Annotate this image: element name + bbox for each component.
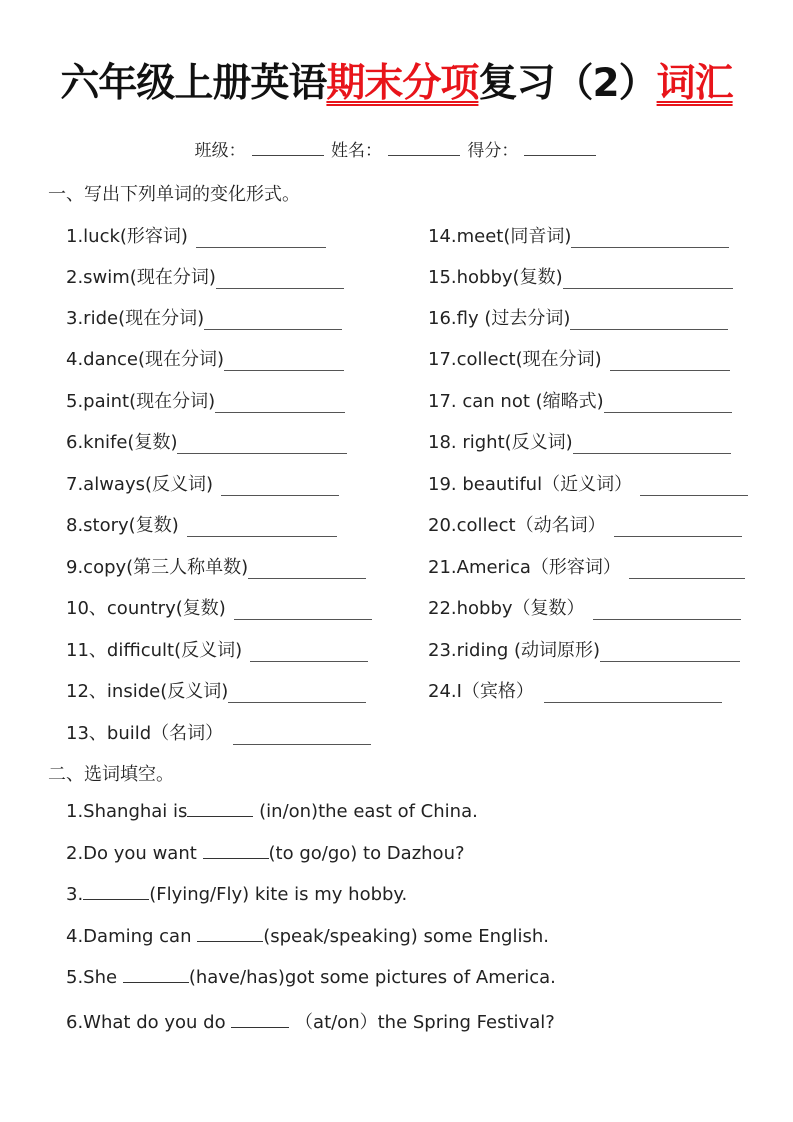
fill-blank[interactable]	[231, 1011, 289, 1028]
answer-blank[interactable]	[593, 601, 741, 620]
word-item-label: 11、difficult(反义词)	[66, 640, 243, 661]
answer-blank[interactable]	[544, 684, 722, 703]
word-item-label: 22.hobby（复数）	[428, 598, 585, 619]
answer-blank[interactable]	[215, 394, 345, 413]
fill-sentence-4	[66, 925, 549, 947]
word-item-label: 1.luck(形容词)	[66, 226, 188, 247]
answer-blank[interactable]	[571, 229, 729, 248]
title-part-3: 复习（2）	[478, 61, 657, 106]
section-1-heading: 一、写出下列单词的变化形式。	[48, 184, 300, 205]
answer-blank[interactable]	[629, 560, 745, 579]
fill-sentence-2	[66, 842, 465, 864]
fill-blank[interactable]	[123, 966, 189, 983]
answer-blank[interactable]	[610, 352, 730, 371]
fill-sentence-3	[66, 883, 407, 905]
word-item-label: 17. can not (缩略式)	[428, 391, 604, 412]
answer-blank[interactable]	[563, 270, 733, 289]
word-item-label: 12、inside(反义词)	[66, 681, 229, 702]
title-highlight-final-review: 期末分项	[326, 61, 479, 106]
page-title	[0, 58, 793, 110]
word-item-label: 2.swim(现在分词)	[66, 267, 216, 288]
fill-blank[interactable]	[187, 800, 253, 817]
sentence-text: 6.What do you do	[66, 1012, 232, 1033]
name-field[interactable]	[388, 141, 460, 156]
answer-blank[interactable]	[250, 643, 368, 662]
word-item-7	[66, 470, 339, 496]
fill-blank[interactable]	[197, 925, 263, 942]
word-item-label: 6.knife(复数)	[66, 432, 178, 453]
fill-blank[interactable]	[83, 883, 149, 900]
sentence-text: 2.Do you want	[66, 843, 203, 864]
sentence-text: (to go/go) to Dazhou?	[268, 843, 465, 864]
word-item-20	[428, 511, 742, 537]
word-item-1	[66, 222, 326, 248]
word-item-21	[428, 553, 745, 579]
answer-blank[interactable]	[573, 435, 731, 454]
answer-blank[interactable]	[248, 560, 366, 579]
word-item-23	[428, 636, 740, 662]
title-highlight-vocabulary: 词汇	[656, 61, 733, 106]
word-item-19	[428, 470, 748, 496]
word-item-label: 24.I（宾格）	[428, 681, 534, 702]
title-part-1: 六年级上册英语	[60, 61, 327, 106]
word-item-13	[66, 719, 371, 745]
word-item-5	[66, 387, 345, 413]
word-item-label: 14.meet(同音词)	[428, 226, 572, 247]
answer-blank[interactable]	[204, 311, 342, 330]
fill-sentence-1	[66, 800, 478, 822]
fill-sentence-6	[66, 1008, 555, 1034]
word-item-label: 5.paint(现在分词)	[66, 391, 216, 412]
fill-blank[interactable]	[203, 842, 269, 859]
word-item-18	[428, 428, 731, 454]
word-item-label: 4.dance(现在分词)	[66, 349, 225, 370]
sentence-text: 3.	[66, 884, 84, 905]
word-item-17b	[428, 387, 732, 413]
word-item-8	[66, 511, 337, 537]
sentence-text: (have/has)got some pictures of America.	[188, 967, 556, 988]
sentence-text: （at/on）the Spring Festival?	[289, 1012, 555, 1033]
answer-blank[interactable]	[233, 726, 371, 745]
word-item-label: 21.America（形容词）	[428, 557, 621, 578]
sentence-text: (in/on)the east of China.	[253, 801, 478, 822]
score-field[interactable]	[524, 141, 596, 156]
word-item-label: 7.always(反义词)	[66, 474, 214, 495]
answer-blank[interactable]	[216, 270, 344, 289]
word-item-12	[66, 677, 366, 703]
fill-sentence-5	[66, 966, 556, 988]
word-item-label: 9.copy(第三人称单数)	[66, 557, 249, 578]
word-item-3	[66, 304, 342, 330]
word-item-17	[428, 345, 730, 371]
student-info-row	[0, 136, 793, 161]
answer-blank[interactable]	[234, 601, 372, 620]
word-item-label: 23.riding (动词原形)	[428, 640, 601, 661]
word-item-24	[428, 677, 722, 703]
word-item-11	[66, 636, 368, 662]
word-item-label: 16.fly (过去分词)	[428, 308, 571, 329]
word-item-9	[66, 553, 366, 579]
answer-blank[interactable]	[570, 311, 728, 330]
answer-blank[interactable]	[228, 684, 366, 703]
sentence-text: 1.Shanghai is	[66, 801, 188, 822]
word-item-6	[66, 428, 347, 454]
answer-blank[interactable]	[224, 352, 344, 371]
answer-blank[interactable]	[640, 477, 748, 496]
word-item-16	[428, 304, 728, 330]
answer-blank[interactable]	[614, 518, 742, 537]
sentence-text: 5.She	[66, 967, 123, 988]
word-item-15	[428, 263, 733, 289]
sentence-text: (speak/speaking) some English.	[263, 926, 549, 947]
answer-blank[interactable]	[600, 643, 740, 662]
word-item-label: 20.collect（动名词）	[428, 515, 606, 536]
word-item-label: 10、country(复数)	[66, 598, 226, 619]
word-item-22	[428, 594, 741, 620]
word-item-label: 17.collect(现在分词)	[428, 349, 602, 370]
word-item-label: 19. beautiful（近义词）	[428, 474, 633, 495]
class-label: 班级：	[194, 141, 246, 161]
word-item-14	[428, 222, 729, 248]
answer-blank[interactable]	[196, 229, 326, 248]
answer-blank[interactable]	[221, 477, 339, 496]
answer-blank[interactable]	[177, 435, 347, 454]
word-item-label: 13、build（名词）	[66, 723, 224, 744]
word-item-10	[66, 594, 372, 620]
word-item-label: 8.story(复数)	[66, 515, 179, 536]
score-label: 得分：	[467, 141, 519, 161]
answer-blank[interactable]	[187, 518, 337, 537]
word-item-2	[66, 263, 344, 289]
name-label: 姓名：	[331, 141, 382, 161]
section-2-heading: 二、选词填空。	[48, 764, 174, 785]
sentence-text: 4.Daming can	[66, 926, 198, 947]
word-item-label: 3.ride(现在分词)	[66, 308, 205, 329]
answer-blank[interactable]	[604, 394, 732, 413]
sentence-text: (Flying/Fly) kite is my hobby.	[149, 884, 408, 905]
class-field[interactable]	[252, 141, 324, 156]
word-item-label: 15.hobby(复数)	[428, 267, 563, 288]
word-item-label: 18. right(反义词)	[428, 432, 573, 453]
word-item-4	[66, 345, 344, 371]
